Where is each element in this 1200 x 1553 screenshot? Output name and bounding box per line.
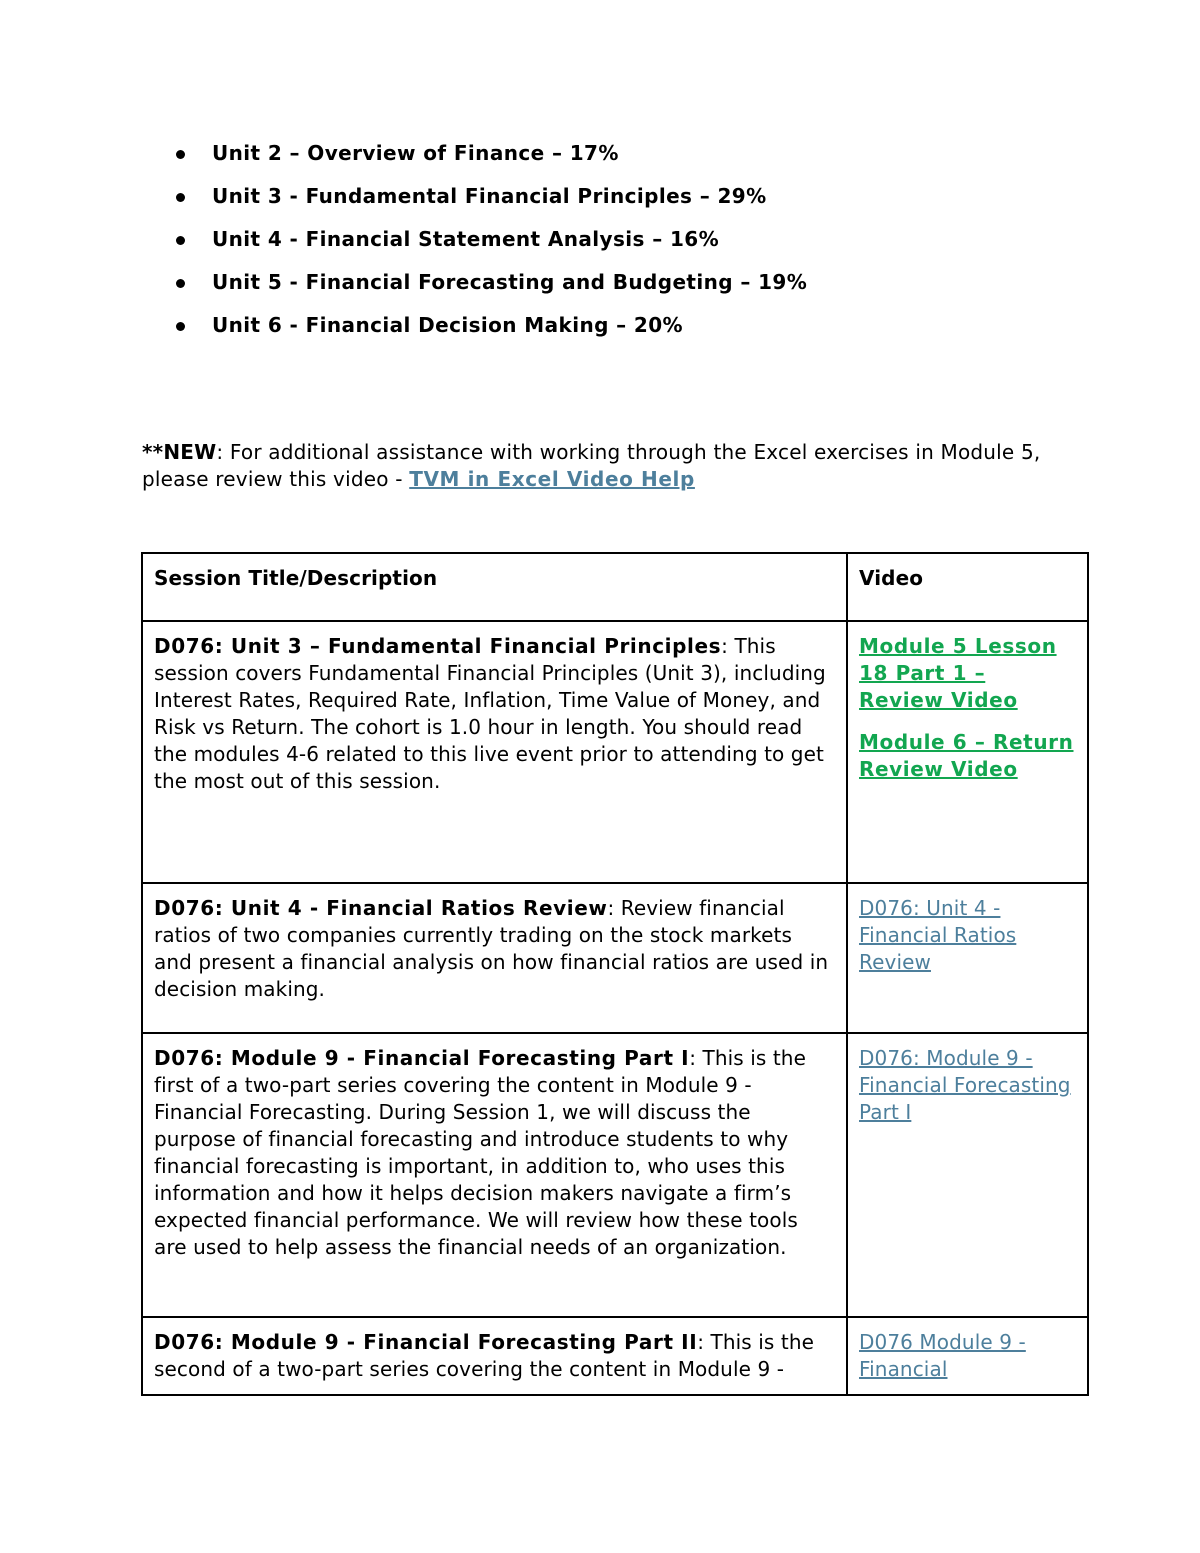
table-row [142, 883, 1088, 1033]
session-text: : Review financial ratios of two companies currently trading on the stock markets and present a financial analysis on how financial ratios are used in decision making. [154, 896, 829, 1001]
list-item [142, 267, 807, 310]
new-note [142, 439, 1042, 493]
list-item [142, 310, 807, 353]
video-cell [847, 1033, 1088, 1317]
unit-text: Unit 5 - Financial Forecasting and Budgeting – 19% [212, 270, 808, 294]
video-link[interactable]: Module 6 – Return Review Video [859, 730, 1074, 781]
video-cell [847, 621, 1088, 883]
list-item [142, 181, 807, 224]
tvm-video-link[interactable]: TVM in Excel Video Help [409, 467, 695, 491]
bullet-icon [176, 193, 185, 202]
session-description [142, 621, 847, 883]
note-text: : For additional assistance with working through the Excel exercises in Module 5, please review this video - [142, 440, 1041, 491]
session-title: D076: Unit 3 – Fundamental Financial Principles [154, 634, 722, 658]
session-title: D076: Module 9 - Financial Forecasting Part II [154, 1330, 698, 1354]
video-cell [847, 1317, 1088, 1395]
bullet-icon [176, 279, 185, 288]
table-row [142, 621, 1088, 883]
session-description [142, 1317, 847, 1395]
session-text: : This is the second of a two-part series covering the content in Module 9 - [154, 1330, 815, 1381]
table-row [142, 1317, 1088, 1395]
session-description [142, 1033, 847, 1317]
header-session: Session Title/Description [142, 553, 847, 621]
list-item [142, 138, 807, 181]
session-description [142, 883, 847, 1033]
session-text: : This session covers Fundamental Financial Principles (Unit 3), including Interest Rates, Required Rate, Inflation, Time Value of Money, and Risk vs Return. The cohort is 1.0 hour in length. You should read the modules 4-6 related to this live event prior to attending to get the most out of this session. [154, 634, 826, 793]
unit-text: Unit 4 - Financial Statement Analysis – 16% [212, 227, 720, 251]
video-link[interactable]: D076 Module 9 - Financial [859, 1330, 1026, 1381]
table-header-row [142, 553, 1088, 621]
bullet-icon [176, 150, 185, 159]
unit-weight-list [142, 138, 807, 353]
video-link[interactable]: D076: Module 9 - Financial Forecasting Part I [859, 1046, 1071, 1124]
new-label: **NEW [142, 440, 217, 464]
video-cell [847, 883, 1088, 1033]
bullet-icon [176, 236, 185, 245]
session-title: D076: Unit 4 - Financial Ratios Review [154, 896, 608, 920]
session-text: : This is the first of a two-part series covering the content in Module 9 - Financial Forecasting. During Session 1, we will discuss the purpose of financial forecasting and introduce students to why financial forecasting is important, in addition to, who uses this information and how it helps decision makers navigate a firm’s expected financial performance. We will review how these tools are used to help assess the financial needs of an organization. [154, 1046, 806, 1259]
bullet-icon [176, 322, 185, 331]
list-item [142, 224, 807, 267]
unit-text: Unit 2 – Overview of Finance – 17% [212, 141, 619, 165]
session-title: D076: Module 9 - Financial Forecasting Part I [154, 1046, 690, 1070]
header-video: Video [847, 553, 1088, 621]
table-row [142, 1033, 1088, 1317]
unit-text: Unit 3 - Fundamental Financial Principles – 29% [212, 184, 767, 208]
video-link[interactable]: Module 5 Lesson 18 Part 1 – Review Video [859, 634, 1057, 712]
video-link[interactable]: D076: Unit 4 - Financial Ratios Review [859, 896, 1017, 974]
sessions-table [141, 552, 1089, 1396]
unit-text: Unit 6 - Financial Decision Making – 20% [212, 313, 683, 337]
